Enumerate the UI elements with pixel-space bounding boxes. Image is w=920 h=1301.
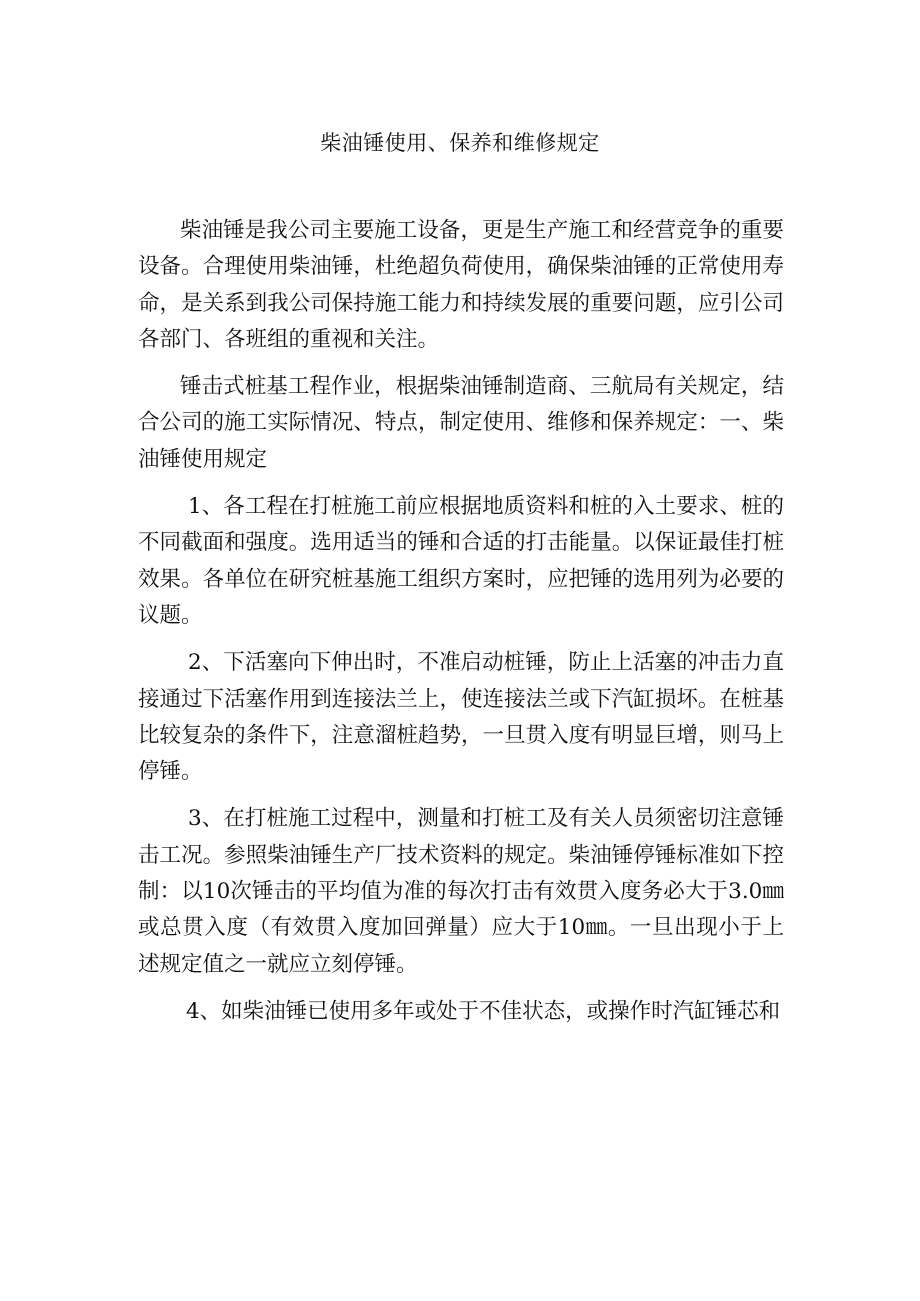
paragraph-rule-3: 3、在打桩施工过程中，测量和打桩工及有关人员须密切注意锤击工况。参照柴油锤生产厂技术资料的规定。柴油锤停锤标准如下控制：以10次锤击的平均值为准的每次打击有效贯入度务必大于3.0㎜或总贯入度（有效贯入度加回弹量）应大于10㎜。一旦出现小于上述规定值之一就应立刻停锤。 [138,806,784,977]
paragraph-intro: 柴油锤是我公司主要施工设备，更是生产施工和经营竞争的重要设备。合理使用柴油锤，杜绝超负荷使用，确保柴油锤的正常使用寿命，是关系到我公司保持施工能力和持续发展的重要问题，应引公司各部门、各班组的重视和关注。 [138,218,784,352]
paragraph-scope: 锤击式桩基工程作业，根据柴油锤制造商、三航局有关规定，结合公司的施工实际情况、特点，制定使用、维修和保养规定：一、柴油锤使用规定 [138,374,784,472]
document-title: 柴油锤使用、保养和维修规定 [320,131,600,155]
paragraph-rule-4: 4、如柴油锤已使用多年或处于不佳状态，或操作时汽缸锤芯和 [186,998,781,1024]
document-body [138,213,784,1041]
paragraph-rule-2: 2、下活塞向下伸出时，不准启动桩锤，防止上活塞的冲击力直接通过下活塞作用到连接法兰上，使连接法兰或下汽缸损坏。在桩基比较复杂的条件下，注意溜桩趋势，一旦贯入度有明显巨增，则马上停锤。 [138,650,784,785]
paragraph-rule-1: 1、各工程在打桩施工前应根据地质资料和桩的入土要求、桩的不同截面和强度。选用适当的锤和合适的打击能量。以保证最佳打桩效果。各单位在研究桩基施工组织方案时，应把锤的选用列为必要的议题。 [138,494,784,628]
